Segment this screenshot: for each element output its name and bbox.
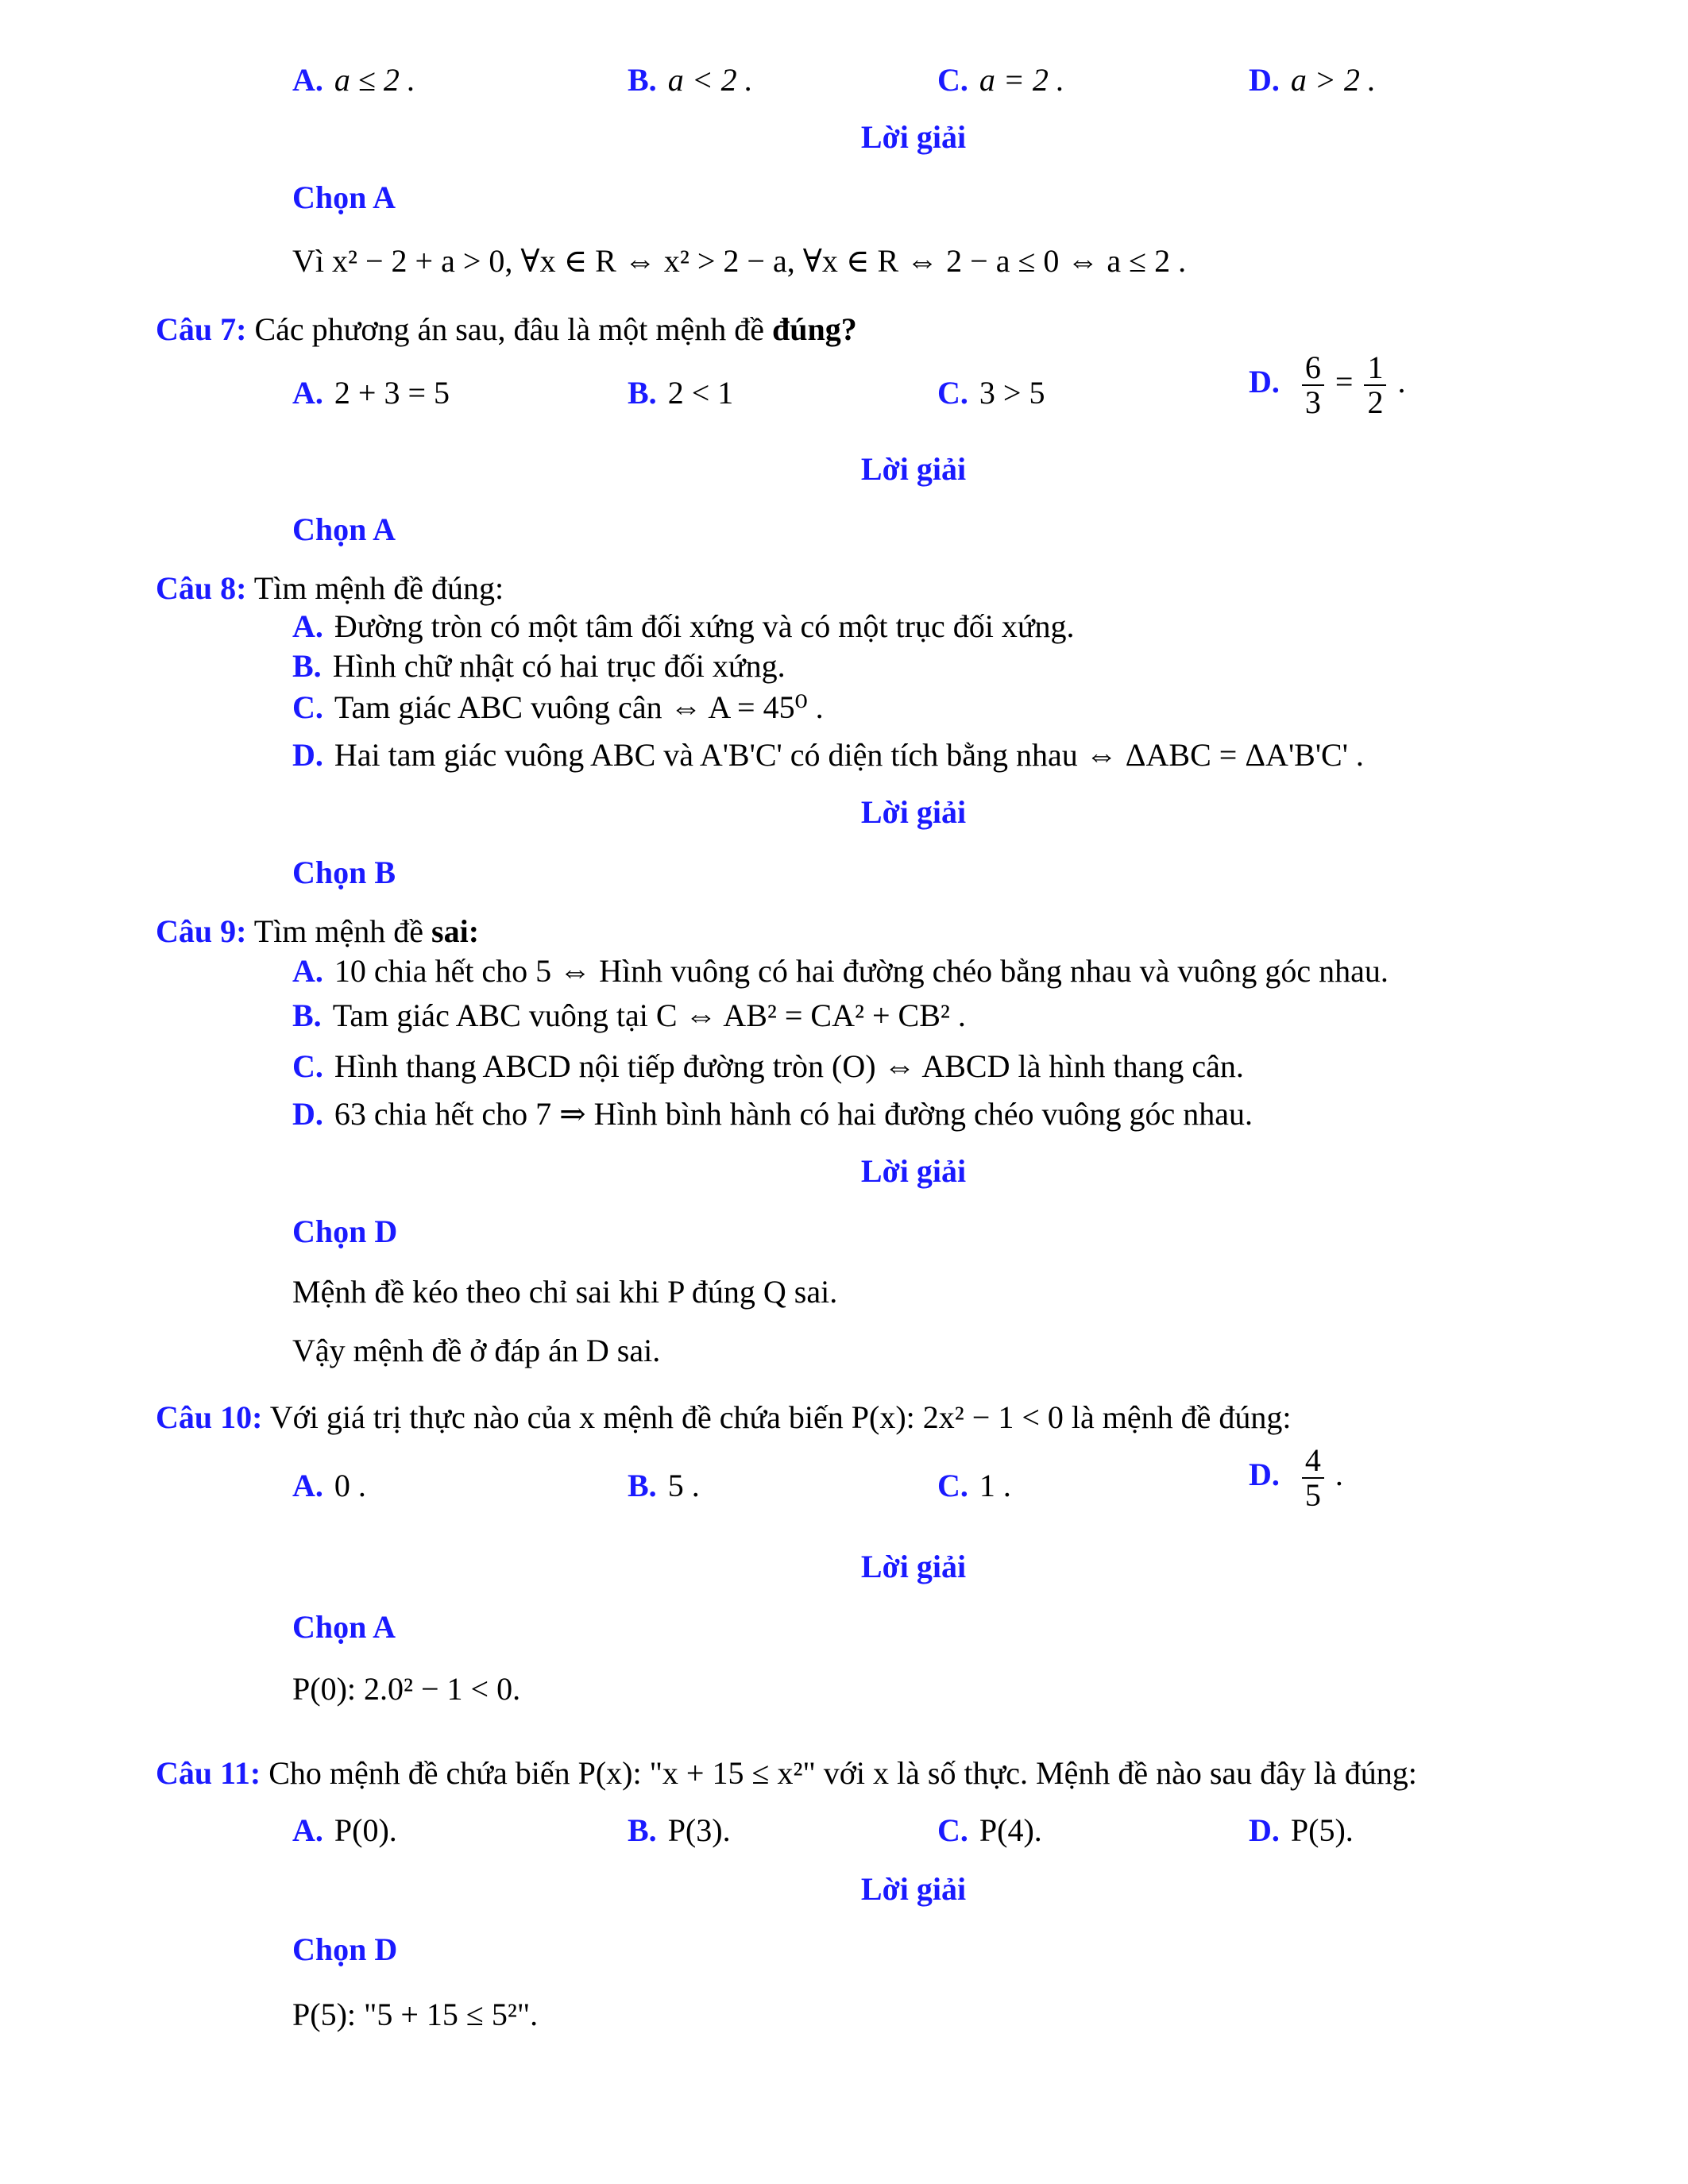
q7-option-a: A. 2 + 3 = 5 — [292, 375, 450, 411]
question-11-label: Câu 11: — [156, 1755, 261, 1791]
prev-solution-title: Lời giải — [860, 119, 967, 155]
question-11: Câu 11: Cho mệnh đề chứa biến P(x): "x + 15 ≤ x²" với x là số thực. Mệnh đề nào sau đây là đúng: — [156, 1755, 1417, 1791]
q9-option-b: B. Tam giác ABC vuông tại C ⇔ AB² = CA² + CB² . — [292, 997, 966, 1033]
q8-solution-title: Lời giải — [860, 794, 967, 830]
q9-solution-title: Lời giải — [860, 1153, 967, 1189]
question-10: Câu 10: Với giá trị thực nào của x mệnh đề chứa biến P(x): 2x² − 1 < 0 là mệnh đề đúng: — [156, 1399, 1292, 1435]
q7-option-c: C. 3 > 5 — [937, 375, 1045, 411]
q10-option-b: B. 5 . — [628, 1468, 700, 1503]
q9-choice: Chọn D — [292, 1214, 398, 1249]
q8-option-a: A. Đường tròn có một tâm đối xứng và có một trục đối xứng. — [292, 608, 1075, 644]
q11-choice: Chọn D — [292, 1931, 398, 1967]
prev-option-d: D. a > 2 . — [1249, 62, 1376, 98]
q8-option-c: C. Tam giác ABC vuông cân ⇔ A = 45⁰ . — [292, 689, 824, 725]
q9-option-a: A. 10 chia hết cho 5 ⇔ Hình vuông có hai đường chéo bằng nhau và vuông góc nhau. — [292, 953, 1389, 989]
q9-explanation-2: Vậy mệnh đề ở đáp án D sai. — [292, 1333, 661, 1368]
q11-explanation: P(5): "5 + 15 ≤ 5²". — [292, 1997, 539, 2032]
q10-option-a: A. 0 . — [292, 1468, 366, 1503]
q7-option-b: B. 2 < 1 — [628, 375, 734, 411]
prev-option-b: B. a < 2 . — [628, 62, 753, 98]
q8-choice: Chọn B — [292, 855, 396, 890]
fraction-1-2: $\frac{1}{2}$ — [1364, 351, 1386, 419]
q11-solution-title: Lời giải — [860, 1871, 967, 1907]
prev-option-c: C. a = 2 . — [937, 62, 1064, 98]
q7-choice: Chọn A — [292, 511, 396, 547]
q10-explanation: P(0): 2.0² − 1 < 0. — [292, 1671, 521, 1707]
q9-option-c: C. Hình thang ABCD nội tiếp đường tròn (O) ⇔ ABCD là hình thang cân. — [292, 1048, 1244, 1084]
question-8: Câu 8: Tìm mệnh đề đúng: — [156, 570, 504, 606]
q7-solution-title: Lời giải — [860, 451, 967, 487]
question-9-label: Câu 9: — [156, 913, 247, 949]
fraction-4-5: $\frac{4}{5}$ — [1302, 1444, 1324, 1512]
q7-option-d: D. $\frac{6}{3}$ = $\frac{1}{2}$ . — [1249, 349, 1406, 420]
prev-choice: Chọn A — [292, 179, 396, 215]
q10-solution-title: Lời giải — [860, 1549, 967, 1584]
q10-option-d: D. $\frac{4}{5}$ . — [1249, 1442, 1343, 1513]
q10-choice: Chọn A — [292, 1609, 396, 1645]
prev-explanation: Vì x² − 2 + a > 0, ∀x ∈ R ⇔ x² > 2 − a, ∀x ∈ R ⇔ 2 − a ≤ 0 ⇔ a ≤ 2 . — [292, 243, 1187, 279]
q9-explanation-1: Mệnh đề kéo theo chỉ sai khi P đúng Q sai. — [292, 1274, 838, 1310]
q11-option-a: A. P(0). — [292, 1812, 397, 1848]
q11-option-d: D. P(5). — [1249, 1812, 1354, 1848]
question-7-label: Câu 7: — [156, 311, 247, 347]
fraction-6-3: $\frac{6}{3}$ — [1302, 351, 1324, 419]
question-7: Câu 7: Các phương án sau, đâu là một mệnh đề đúng? — [156, 311, 857, 347]
q11-option-b: B. P(3). — [628, 1812, 731, 1848]
q8-option-b: B. Hình chữ nhật có hai trục đối xứng. — [292, 648, 786, 684]
q8-option-d: D. Hai tam giác vuông ABC và A'B'C' có diện tích bằng nhau ⇔ ΔABC = ΔA'B'C' . — [292, 737, 1364, 773]
question-10-label: Câu 10: — [156, 1399, 263, 1435]
question-9: Câu 9: Tìm mệnh đề sai: — [156, 913, 480, 949]
q10-option-c: C. 1 . — [937, 1468, 1011, 1503]
prev-option-a: A. a ≤ 2 . — [292, 62, 415, 98]
q11-option-c: C. P(4). — [937, 1812, 1042, 1848]
question-8-label: Câu 8: — [156, 570, 247, 606]
q9-option-d: D. 63 chia hết cho 7 ⇒ Hình bình hành có hai đường chéo vuông góc nhau. — [292, 1096, 1253, 1132]
